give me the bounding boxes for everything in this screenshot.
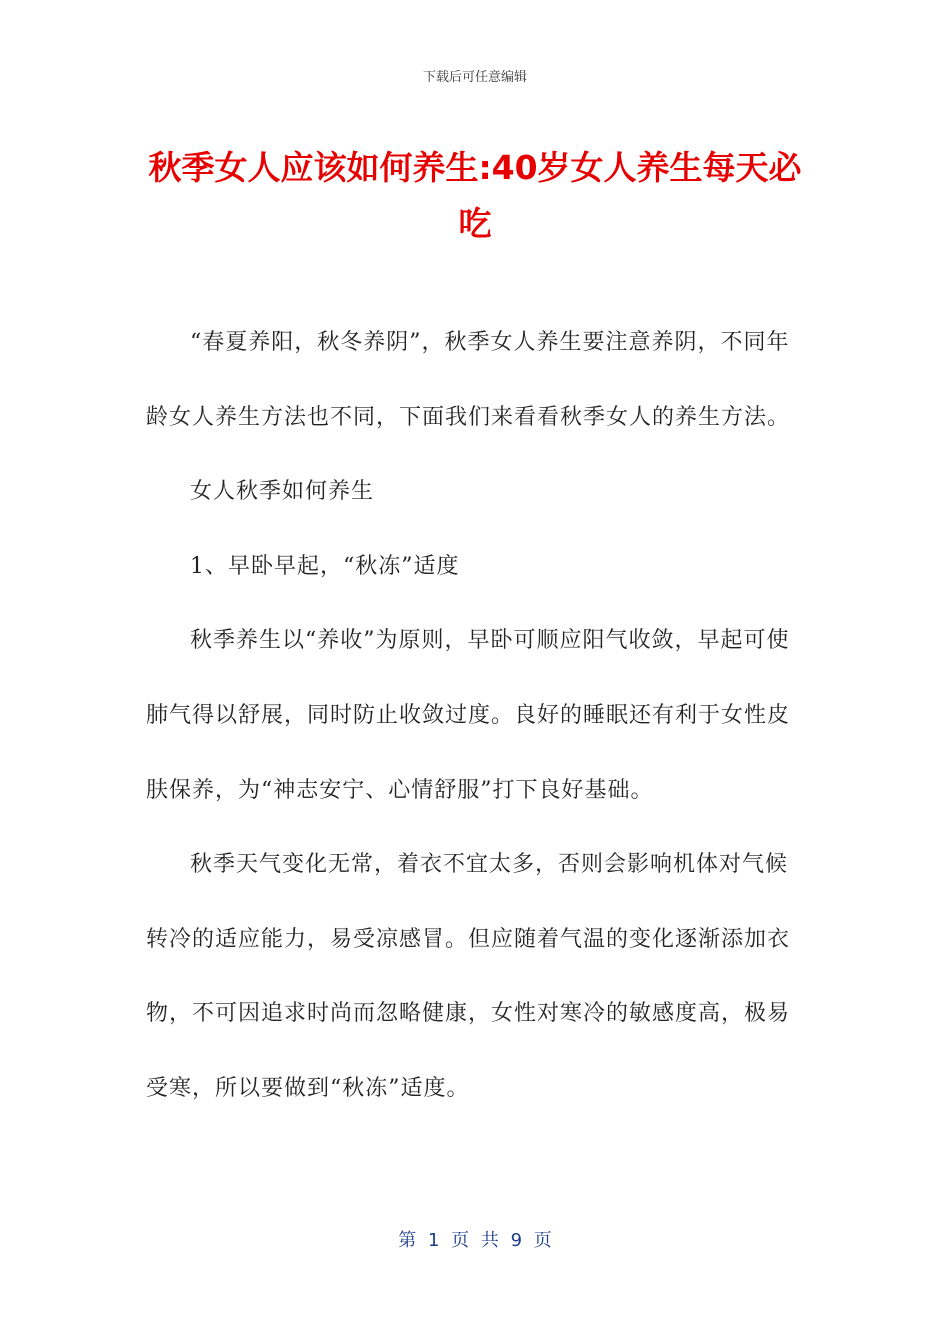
- page-prefix: 第: [398, 1230, 417, 1251]
- page-number: 1: [427, 1230, 440, 1251]
- document-title: 秋季女人应该如何养生:40岁女人养生每天必吃: [148, 148, 802, 243]
- header-note: 下载后可任意编辑: [422, 70, 527, 85]
- document-body: [146, 306, 806, 1127]
- subsection-heading: 1、早卧早起，“秋冻”适度: [190, 553, 460, 579]
- page-total: 9: [510, 1230, 523, 1251]
- page-suffix: 页: [533, 1230, 552, 1251]
- paragraph-clothing: 秋季天气变化无常，着衣不宜太多，否则会影响机体对气候转冷的适应能力，易受凉感冒。但应随着气温的变化逐渐添加衣物，不可因追求时尚而忽略健康，女性对寒冷的敏感度高，极易受寒，所以要做到“秋冻”适度。: [146, 852, 791, 1101]
- page-middle: 页 共: [451, 1230, 499, 1251]
- page-footer: [0, 1226, 950, 1252]
- section-heading: 女人秋季如何养生: [190, 479, 375, 505]
- paragraph-sleep: 秋季养生以“养收”为原则，早卧可顺应阳气收敛，早起可使肺气得以舒展，同时防止收敛过度。良好的睡眠还有利于女性皮肤保养，为“神志安宁、心情舒服”打下良好基础。: [146, 628, 791, 803]
- paragraph-intro: “春夏养阳，秋冬养阴”，秋季女人养生要注意养阴，不同年龄女人养生方法也不同，下面我们来看看秋季女人的养生方法。: [146, 330, 791, 430]
